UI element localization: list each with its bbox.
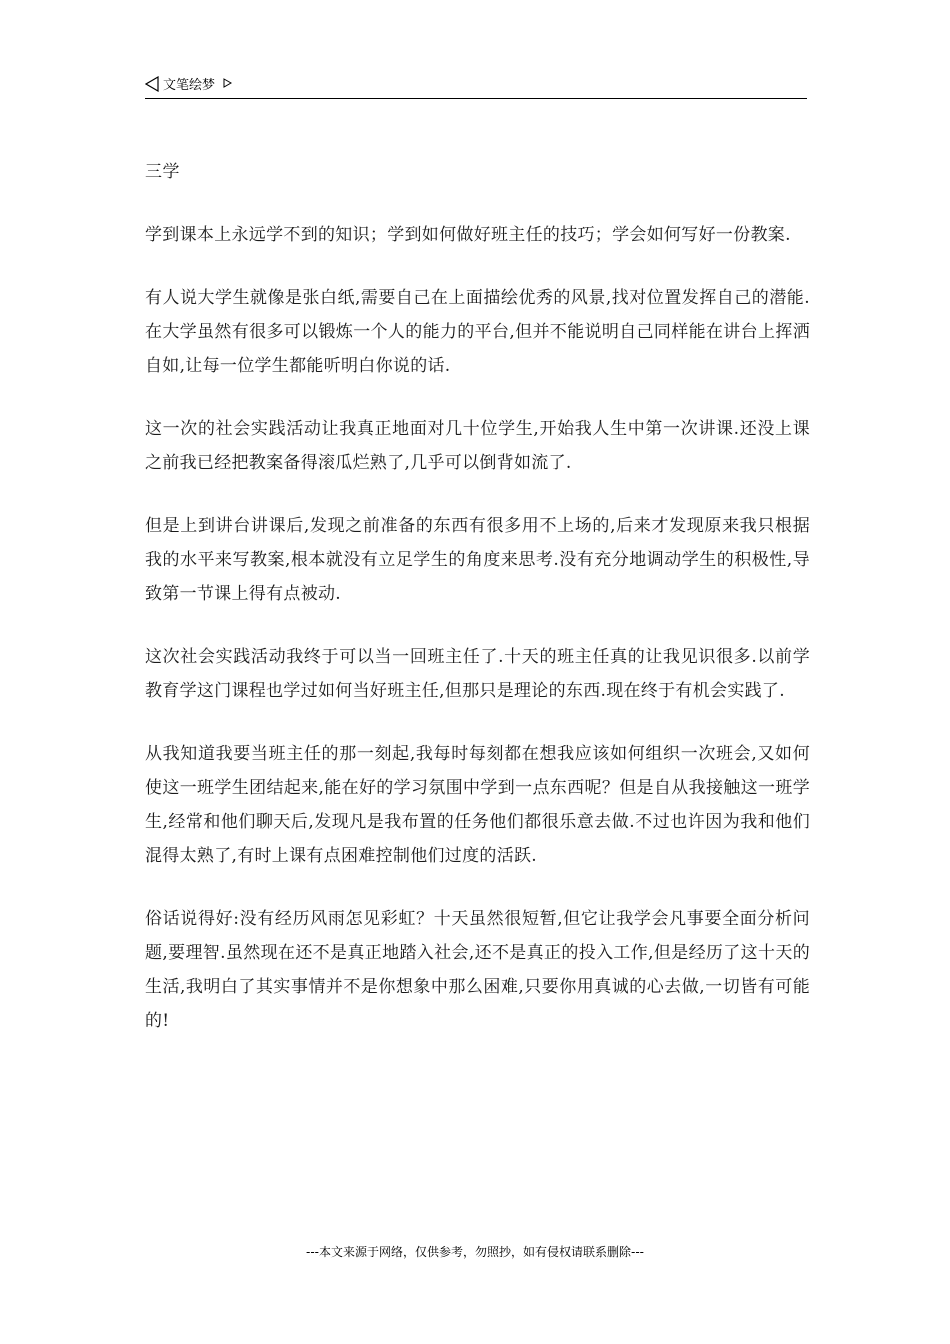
document-body <box>145 155 810 1067</box>
paragraph-1: 学到课本上永远学不到的知识；学到如何做好班主任的技巧；学会如何写好一份教案. <box>145 225 791 245</box>
paragraph-7: 俗话说得好:没有经历风雨怎见彩虹？十天虽然很短暂,但它让我学会凡事要全面分析问题,要理智.虽然现在还不是真正地踏入社会,还不是真正的投入工作,但是经历了这十天的生活,我明白了其实事情并不是你想象中那么困难,只要你用真诚的心去做,一切皆有可能的! <box>145 909 810 1031</box>
page-footer-disclaimer: ---本文来源于网络，仅供参考，勿照抄，如有侵权请联系删除--- <box>306 1245 644 1259</box>
header-brand <box>145 74 232 93</box>
paragraph-6: 从我知道我要当班主任的那一刻起,我每时每刻都在想我应该如何组织一次班会,又如何使这一班学生团结起来,能在好的学习氛围中学到一点东西呢？但是自从我接触这一班学生,经常和他们聊天后,发现凡是我布置的任务他们都很乐意去做.不过也许因为我和他们混得太熟了,有时上课有点困难控制他们过度的活跃. <box>145 744 810 866</box>
paragraph-3: 这一次的社会实践活动让我真正地面对几十位学生,开始我人生中第一次讲课.还没上课之前我已经把教案备得滚瓜烂熟了,几乎可以倒背如流了. <box>145 419 810 473</box>
header-title: 文笔绘梦 <box>163 78 216 93</box>
paragraph-4: 但是上到讲台讲课后,发现之前准备的东西有很多用不上场的,后来才发现原来我只根据我的水平来写教案,根本就没有立足学生的角度来思考.没有充分地调动学生的积极性,导致第一节课上得有点被动. <box>145 516 810 604</box>
page-header <box>145 72 807 99</box>
section-title: 三学 <box>145 162 180 182</box>
triangle-right-icon <box>223 77 232 87</box>
triangle-left-icon <box>145 76 159 92</box>
paragraph-2: 有人说大学生就像是张白纸,需要自己在上面描绘优秀的风景,找对位置发挥自己的潜能.在大学虽然有很多可以锻炼一个人的能力的平台,但并不能说明自己同样能在讲台上挥洒自如,让每一位学生都能听明白你说的话. <box>145 288 810 376</box>
paragraph-5: 这次社会实践活动我终于可以当一回班主任了.十天的班主任真的让我见识很多.以前学教育学这门课程也学过如何当好班主任,但那只是理论的东西.现在终于有机会实践了. <box>145 647 810 701</box>
